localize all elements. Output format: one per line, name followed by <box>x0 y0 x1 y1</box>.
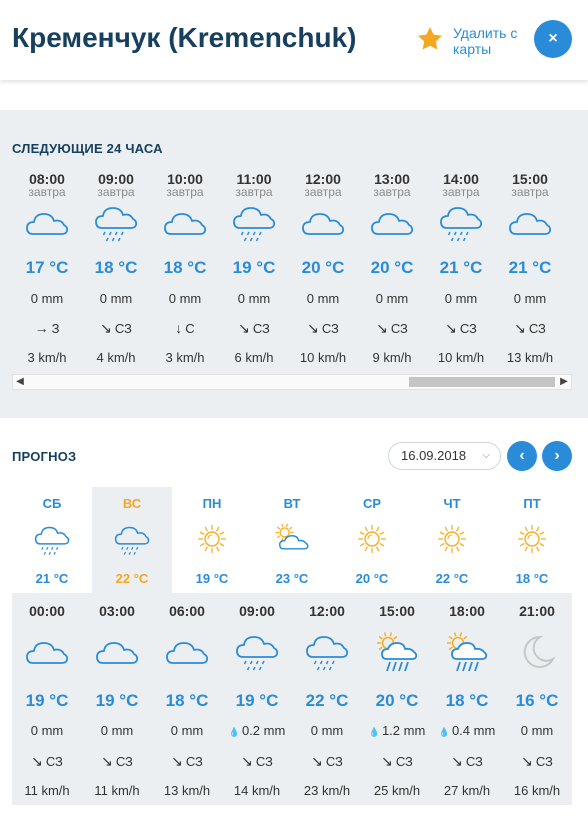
hour-precipitation: 0 mm <box>237 291 271 306</box>
hour-column <box>81 166 151 370</box>
prev-day-button[interactable]: ‹ <box>507 441 537 471</box>
detail-column <box>12 593 82 805</box>
wind-arrow-icon: ↘ <box>238 320 250 336</box>
wind-arrow-icon: ↘ <box>521 753 533 769</box>
wind-direction <box>292 753 362 770</box>
detail-column <box>82 593 152 805</box>
wind-arrow-icon: ↘ <box>101 753 113 769</box>
day-temperature: 22 °C <box>435 571 469 586</box>
hour-time: 10:00 <box>167 171 203 187</box>
cloud-icon <box>368 200 416 244</box>
hour-precipitation: 0 mm <box>375 291 409 306</box>
rain-cloud-icon <box>112 521 152 557</box>
day-temperature: 20 °C <box>355 571 389 586</box>
day-tab-0[interactable] <box>12 487 92 593</box>
day-name: ЧТ <box>443 496 461 511</box>
day-temperature: 18 °C <box>515 571 549 586</box>
wind-arrow-icon: ↘ <box>376 320 388 336</box>
detail-wind-speed: 11 km/h <box>94 783 140 798</box>
wind-direction-label: СЗ <box>255 754 273 769</box>
wind-direction-label: СЗ <box>465 754 483 769</box>
day-name: ВТ <box>283 496 301 511</box>
precipitation-value: 0 mm <box>520 723 554 738</box>
scrollbar-thumb[interactable] <box>409 377 555 387</box>
detail-time: 18:00 <box>449 603 485 619</box>
precipitation-value: 1.2 mm <box>381 723 426 738</box>
detail-temperature: 19 °C <box>25 691 69 710</box>
city-title: Кременчук (Kremenchuk) <box>12 22 357 53</box>
wind-direction-label: СЗ <box>459 321 477 336</box>
hour-day-label: завтра <box>28 185 66 199</box>
hour-temperature: 20 °C <box>301 258 345 277</box>
cloud-icon <box>299 200 347 244</box>
cloud-icon <box>506 200 554 244</box>
hour-precipitation: 0 mm <box>99 291 133 306</box>
cloud-icon <box>23 629 71 673</box>
detail-time: 12:00 <box>309 603 345 619</box>
day-detail-panel <box>12 593 572 805</box>
hour-wind-speed: 6 km/h <box>234 350 274 365</box>
detail-wind-speed: 27 km/h <box>443 783 491 798</box>
day-temperature: 23 °C <box>275 571 309 586</box>
detail-column <box>152 593 222 805</box>
day-name: ПТ <box>523 496 541 511</box>
sun-icon <box>432 521 472 557</box>
detail-wind-speed: 14 km/h <box>233 783 281 798</box>
rain-cloud-icon <box>437 200 485 244</box>
detail-wind-speed: 16 km/h <box>513 783 561 798</box>
cloud-icon <box>161 200 209 244</box>
day-tab-1[interactable] <box>92 487 172 593</box>
hour-temperature: 21 °C <box>439 258 483 277</box>
detail-temperature: 19 °C <box>235 691 279 710</box>
hour-temperature: 19 °C <box>232 258 276 277</box>
hour-column <box>219 166 289 370</box>
detail-time: 21:00 <box>519 603 555 619</box>
day-tab-2[interactable] <box>172 487 252 593</box>
sun-icon <box>512 521 552 557</box>
cloud-icon <box>163 629 211 673</box>
star-icon[interactable] <box>416 25 444 53</box>
precipitation-value: 0 mm <box>30 723 64 738</box>
rain-cloud-icon <box>303 629 351 673</box>
precipitation-value: 0 mm <box>170 723 204 738</box>
hour-time: 13:00 <box>374 171 410 187</box>
wind-direction-label: СЗ <box>535 754 553 769</box>
day-name: СБ <box>42 496 62 511</box>
wind-direction-label: З <box>51 321 60 336</box>
wind-direction <box>82 753 152 770</box>
hour-wind-speed: 4 km/h <box>96 350 136 365</box>
hour-wind-speed: 13 km/h <box>506 350 554 365</box>
wind-direction <box>495 320 565 337</box>
wind-direction <box>219 320 289 337</box>
precipitation-value: 0.4 mm <box>451 723 496 738</box>
cloud-icon <box>93 629 141 673</box>
wind-arrow-icon: ↘ <box>451 753 463 769</box>
detail-precipitation <box>502 723 572 738</box>
precipitation-value: 0 mm <box>100 723 134 738</box>
detail-precipitation <box>432 723 502 738</box>
wind-direction-label: СЗ <box>390 321 408 336</box>
hour-wind-speed: 10 km/h <box>299 350 347 365</box>
detail-precipitation <box>152 723 222 738</box>
header <box>0 0 588 80</box>
wind-arrow-icon: ↘ <box>241 753 253 769</box>
hour-temperature: 20 °C <box>370 258 414 277</box>
sun-rain-cloud-icon <box>443 629 491 673</box>
hour-time: 11:00 <box>236 171 272 187</box>
sun-cloud-icon <box>272 521 312 557</box>
hourly-strip <box>12 166 572 370</box>
detail-precipitation <box>222 723 292 738</box>
wind-direction <box>12 753 82 770</box>
detail-column <box>432 593 502 805</box>
detail-wind-speed: 11 km/h <box>24 783 70 798</box>
wind-arrow-icon: ↘ <box>381 753 393 769</box>
scroll-left-icon[interactable]: ◀ <box>16 376 24 387</box>
hour-precipitation: 0 mm <box>168 291 202 306</box>
detail-wind-speed: 13 km/h <box>163 783 211 798</box>
wind-direction <box>150 320 220 336</box>
forecast-title: ПРОГНОЗ <box>12 449 77 464</box>
hour-day-label: завтра <box>373 185 411 199</box>
hour-wind-speed: 3 km/h <box>165 350 205 365</box>
day-temperature: 21 °C <box>35 571 69 586</box>
day-name: СР <box>362 496 382 511</box>
detail-wind-speed: 25 km/h <box>373 783 421 798</box>
hour-precipitation: 0 mm <box>30 291 64 306</box>
next-day-button[interactable]: › <box>542 441 572 471</box>
rain-cloud-icon <box>32 521 72 557</box>
hour-wind-speed: 10 km/h <box>437 350 485 365</box>
hour-day-label: завтра <box>511 185 549 199</box>
detail-precipitation <box>292 723 362 738</box>
day-tab-5[interactable] <box>412 487 492 593</box>
hour-time: 15:00 <box>512 171 548 187</box>
wind-direction-label: СЗ <box>115 754 133 769</box>
wind-direction-label: СЗ <box>528 321 546 336</box>
hour-precipitation: 0 mm <box>444 291 478 306</box>
raindrop-icon: 💧 <box>438 727 450 737</box>
wind-direction <box>12 320 82 336</box>
rain-cloud-icon <box>92 200 140 244</box>
hour-time: 08:00 <box>29 171 65 187</box>
detail-precipitation <box>12 723 82 738</box>
wind-direction <box>152 753 222 770</box>
detail-temperature: 22 °C <box>305 691 349 710</box>
day-tab-4[interactable] <box>332 487 412 593</box>
wind-direction <box>502 753 572 770</box>
raindrop-icon: 💧 <box>228 727 240 737</box>
hour-temperature: 17 °C <box>25 258 69 277</box>
wind-direction <box>81 320 151 337</box>
hour-time: 09:00 <box>98 171 134 187</box>
hour-day-label: завтра <box>442 185 480 199</box>
wind-direction-label: СЗ <box>252 321 270 336</box>
detail-temperature: 18 °C <box>165 691 209 710</box>
date-select-value: 16.09.2018 <box>401 448 467 463</box>
detail-wind-speed: 23 km/h <box>303 783 351 798</box>
detail-precipitation <box>362 723 432 738</box>
wind-direction <box>357 320 427 337</box>
hour-column <box>357 166 427 370</box>
date-select[interactable] <box>388 442 501 470</box>
detail-column <box>222 593 292 805</box>
wind-direction-label: СЗ <box>325 754 343 769</box>
wind-direction-label: СЗ <box>321 321 339 336</box>
hour-precipitation: 0 mm <box>306 291 340 306</box>
wind-arrow-icon: ↘ <box>307 320 319 336</box>
detail-temperature: 19 °C <box>95 691 139 710</box>
precipitation-value: 0 mm <box>310 723 344 738</box>
raindrop-icon: 💧 <box>368 727 380 737</box>
wind-direction <box>432 753 502 770</box>
wind-direction <box>222 753 292 770</box>
day-tab-3[interactable] <box>252 487 332 593</box>
wind-arrow-icon: ↘ <box>514 320 526 336</box>
cloud-icon <box>23 200 71 244</box>
detail-temperature: 20 °C <box>375 691 419 710</box>
detail-column <box>502 593 572 805</box>
detail-time: 06:00 <box>169 603 205 619</box>
day-temperature: 22 °C <box>115 571 149 586</box>
hour-day-label: завтра <box>235 185 273 199</box>
hour-temperature: 18 °C <box>94 258 138 277</box>
wind-direction-label: С <box>185 321 195 336</box>
detail-time: 03:00 <box>99 603 135 619</box>
hour-day-label: завтра <box>166 185 204 199</box>
day-temperature: 19 °C <box>195 571 229 586</box>
rain-cloud-icon <box>233 629 281 673</box>
wind-arrow-icon: ↘ <box>171 753 183 769</box>
hour-precipitation: 0 mm <box>513 291 547 306</box>
precipitation-value: 0.2 mm <box>241 723 286 738</box>
hour-column <box>495 166 565 370</box>
detail-time: 00:00 <box>29 603 65 619</box>
detail-time: 15:00 <box>379 603 415 619</box>
wind-direction-label: СЗ <box>114 321 132 336</box>
wind-direction <box>362 753 432 770</box>
wind-arrow-icon: ↘ <box>100 320 112 336</box>
wind-arrow-icon: → <box>34 320 49 336</box>
wind-arrow-icon: ↓ <box>175 320 183 336</box>
close-button[interactable]: × <box>534 20 572 58</box>
horizontal-scrollbar[interactable] <box>12 374 572 390</box>
detail-time: 09:00 <box>239 603 275 619</box>
hour-day-label: завтра <box>304 185 342 199</box>
sun-icon <box>192 521 232 557</box>
day-tab-6[interactable] <box>492 487 572 593</box>
chevron-down-icon: ⌵ <box>482 450 490 461</box>
detail-column <box>292 593 362 805</box>
hour-column <box>426 166 496 370</box>
wind-direction-label: СЗ <box>185 754 203 769</box>
scroll-right-icon[interactable]: ▶ <box>560 376 568 387</box>
next-24-hours-title: СЛЕДУЮЩИЕ 24 ЧАСА <box>12 141 163 156</box>
wind-arrow-icon: ↘ <box>445 320 457 336</box>
detail-temperature: 16 °C <box>515 691 559 710</box>
day-name: ПН <box>202 496 222 511</box>
day-name: ВС <box>122 496 142 511</box>
detail-precipitation <box>82 723 152 738</box>
hour-column <box>288 166 358 370</box>
sun-icon <box>352 521 392 557</box>
detail-column <box>362 593 432 805</box>
hour-wind-speed: 3 km/h <box>27 350 67 365</box>
detail-temperature: 18 °C <box>445 691 489 710</box>
sun-rain-cloud-icon <box>373 629 421 673</box>
hour-temperature: 21 °C <box>508 258 552 277</box>
wind-direction <box>426 320 496 337</box>
days-row <box>12 487 572 593</box>
wind-arrow-icon: ↘ <box>31 753 43 769</box>
hour-column <box>150 166 220 370</box>
hour-time: 12:00 <box>305 171 341 187</box>
rain-cloud-icon <box>230 200 278 244</box>
hour-temperature: 18 °C <box>163 258 207 277</box>
moon-icon <box>513 629 561 673</box>
wind-arrow-icon: ↘ <box>311 753 323 769</box>
hour-wind-speed: 9 km/h <box>372 350 412 365</box>
wind-direction-label: СЗ <box>395 754 413 769</box>
wind-direction-label: СЗ <box>45 754 63 769</box>
wind-direction <box>288 320 358 337</box>
hour-day-label: завтра <box>97 185 135 199</box>
remove-from-map-link[interactable]: Удалить с карты <box>453 25 518 57</box>
hour-column <box>12 166 82 370</box>
hour-time: 14:00 <box>443 171 479 187</box>
